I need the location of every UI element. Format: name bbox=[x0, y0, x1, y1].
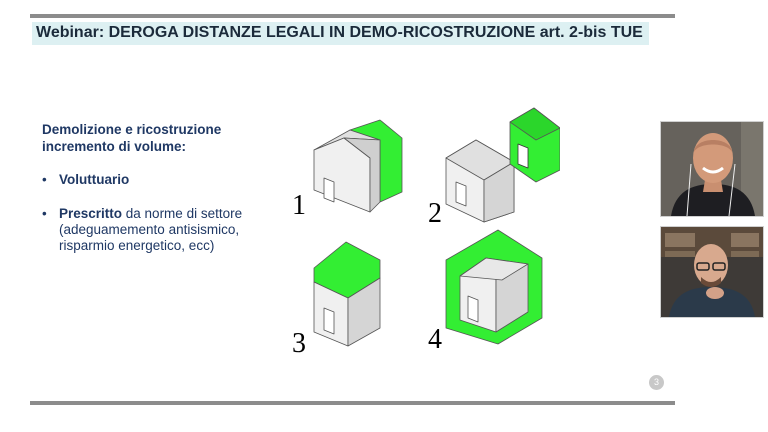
slide-heading: Demolizione e ricostruzione incremento di volume: bbox=[42, 122, 222, 154]
figure-label-2: 2 bbox=[428, 198, 442, 229]
detached-volume bbox=[510, 108, 560, 182]
person-icon bbox=[661, 122, 763, 216]
bullet-dot: • bbox=[42, 206, 47, 221]
house-4 bbox=[446, 230, 542, 344]
top-divider bbox=[30, 14, 675, 18]
bullet-bold: Prescritto bbox=[59, 206, 123, 221]
participant-video-2[interactable] bbox=[660, 226, 764, 318]
house-1 bbox=[314, 120, 402, 212]
house-2 bbox=[446, 108, 560, 222]
figure-label-3: 3 bbox=[292, 328, 306, 359]
bullet-rest: da norme di settore (adeguamemento antisismico, risparmio energetico, ecc) bbox=[59, 206, 243, 253]
participant-video-1[interactable] bbox=[660, 121, 764, 217]
figure-label-4: 4 bbox=[428, 324, 442, 355]
page-number-button[interactable]: 3 bbox=[649, 375, 664, 390]
person-icon bbox=[661, 227, 763, 317]
figure-label-1: 1 bbox=[292, 190, 306, 221]
house-volume-diagram bbox=[280, 100, 560, 370]
bullet-bold: Voluttuario bbox=[59, 172, 130, 187]
bullet-dot: • bbox=[42, 172, 47, 187]
slide-title: Webinar: DEROGA DISTANZE LEGALI IN DEMO-RICOSTRUZIONE art. 2-bis TUE bbox=[32, 22, 649, 45]
house-3 bbox=[314, 242, 380, 346]
bottom-divider bbox=[30, 401, 675, 405]
